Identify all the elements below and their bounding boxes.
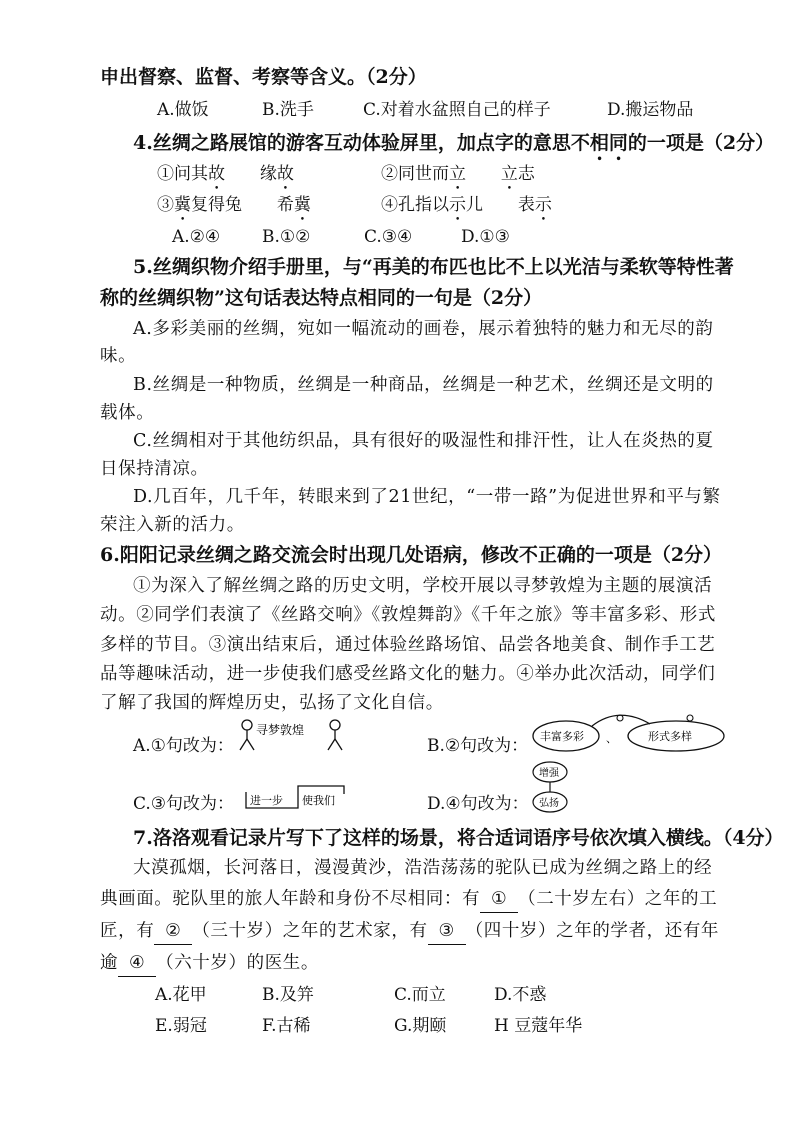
q4-stem-part: 4.丝绸之路展馆的游客互动体验屏里，加点字的意思不 <box>133 132 590 154</box>
q7-blank-2: ② <box>154 918 192 945</box>
q6-para-line4: 品等趣味活动，进一步使我们感受丝路文化的魅力。④举办此次活动，同学们 <box>100 664 716 684</box>
q6-option-b-mark-text1: 丰富多彩 <box>540 730 584 743</box>
q4-stem-dotted: 相 <box>589 132 609 154</box>
q7-text: （四十岁）之年的学者，还有年 <box>465 921 720 941</box>
q5-option-d-line1: D.几百年，几千年，转眼来到了21世纪，“一带一路”为促进世界和平与繁 <box>133 487 721 507</box>
q7-text: 逾 <box>100 953 119 973</box>
q6-option-d-edit-mark <box>530 760 590 816</box>
q5-option-c-line1: C.丝绸相对于其他纺织品，具有很好的吸湿性和排汗性，让人在炎热的夏 <box>133 431 714 451</box>
q4-item-3: ③冀复得兔 希冀 <box>157 195 311 215</box>
top-line: 申出督察、监督、考察等含义。（2分） <box>100 66 427 88</box>
q7-text: （六十岁）的医生。 <box>156 953 320 973</box>
q6-option-b: B.②句改为： <box>427 736 529 756</box>
q7-text: 典画面。驼队里的旅人年龄和身份不尽相同：有 <box>100 889 481 909</box>
q7-para-line4 <box>100 950 319 977</box>
q3-option-c: C.对着水盆照自己的样子 <box>363 100 551 120</box>
q6-option-d-mark-text2: 弘扬 <box>539 798 559 809</box>
q4-item-2: ②同世而立 立志 <box>381 164 535 184</box>
q7-option-f: F.古稀 <box>262 1016 311 1036</box>
q4-stem-dotted: 同 <box>608 132 628 154</box>
q6-option-b-edit-mark <box>530 712 730 756</box>
q6-option-d-mark-text1: 增强 <box>539 768 559 779</box>
q6-option-c-edit-mark <box>244 784 354 814</box>
q4-stem-part: 的一项是（2分） <box>627 132 775 154</box>
q6-option-b-mark-text-mid: 、 <box>606 732 617 745</box>
q4-stem <box>133 130 774 165</box>
q5-option-c-line2: 日保持清凉。 <box>100 459 209 479</box>
q7-option-b: B.及笄 <box>262 985 314 1005</box>
q7-para-line1: 大漠孤烟，长河落日，漫漫黄沙，浩浩荡荡的驼队已成为丝绸之路上的经 <box>133 858 713 878</box>
q6-option-a-mark-text: 寻梦敦煌 <box>256 723 305 737</box>
q4-option-b: B.①② <box>262 227 311 247</box>
q6-para-line5: 了解了我国的辉煌历史，弘扬了文化自信。 <box>100 693 444 713</box>
q6-option-a-edit-mark <box>238 717 348 755</box>
q5-option-b-line2: 载体。 <box>100 403 155 423</box>
q6-option-b-mark-text2: 形式多样 <box>648 730 692 743</box>
q7-option-c: C.而立 <box>394 985 446 1005</box>
q5-option-a-line2: 味。 <box>100 346 137 366</box>
q7-para-line3 <box>100 918 719 945</box>
q4-item-1: ①问其故 缘故 <box>157 164 294 184</box>
q7-text: （三十岁）之年的艺术家，有 <box>192 921 428 941</box>
q7-text: 匠，有 <box>100 921 155 941</box>
q6-para-line1: ①为深入了解丝绸之路的历史文明，学校开展以寻梦敦煌为主题的展演活 <box>133 576 713 596</box>
q5-option-a-line1: A.多彩美丽的丝绸，宛如一幅流动的画卷，展示着独特的魅力和无尽的韵 <box>133 319 714 339</box>
q6-option-c: C.③句改为： <box>133 794 235 814</box>
q7-text: （二十岁左右）之年的工 <box>518 889 718 909</box>
q7-option-h: H 豆蔻年华 <box>494 1016 583 1036</box>
q7-blank-1: ① <box>480 886 518 913</box>
q6-stem: 6.阳阳记录丝绸之路交流会时出现几处语病，修改不正确的一项是（2分） <box>100 544 723 566</box>
q7-para-line2 <box>100 886 717 913</box>
q4-option-d: D.①③ <box>461 227 510 247</box>
q7-option-g: G.期颐 <box>394 1016 447 1036</box>
q7-stem: 7.洛洛观看记录片写下了这样的场景，将合适词语序号依次填入横线。（4分） <box>133 827 784 849</box>
q6-option-c-mark-text1: 进一步 <box>250 794 283 807</box>
q7-blank-3: ③ <box>428 918 466 945</box>
q5-stem-line1: 5.丝绸织物介绍手册里，与“再美的布匹也比不上以光洁与柔软等特性著 <box>133 256 734 278</box>
q7-option-a: A.花甲 <box>155 985 207 1005</box>
q6-option-c-mark-text2: 使我们 <box>302 794 335 807</box>
q6-para-line3: 多样的节目。③演出结束后，通过体验丝路场馆、品尝各地美食、制作手工艺 <box>100 635 716 655</box>
q7-option-d: D.不惑 <box>494 985 547 1005</box>
q6-option-a: A.①句改为： <box>133 736 234 756</box>
q5-option-b-line1: B.丝绸是一种物质，丝绸是一种商品，丝绸是一种艺术，丝绸还是文明的 <box>133 375 714 395</box>
q4-option-c: C.③④ <box>364 227 413 247</box>
q7-option-e: E.弱冠 <box>155 1016 207 1036</box>
q7-blank-4: ④ <box>118 950 156 977</box>
q4-option-a: A.②④ <box>172 227 221 247</box>
q5-stem-line2: 称的丝绸织物”这句话表达特点相同的一句是（2分） <box>100 287 543 309</box>
q3-option-b: B.洗手 <box>262 100 314 120</box>
q4-item-4: ④孔指以示儿 表示 <box>381 195 552 215</box>
q5-option-d-line2: 荣注入新的活力。 <box>100 515 245 535</box>
q3-option-a: A.做饭 <box>157 100 209 120</box>
q6-para-line2: 动。②同学们表演了《丝路交响》《敦煌舞韵》《千年之旅》等丰富多彩、形式 <box>100 605 716 625</box>
q6-option-d: D.④句改为： <box>427 794 529 814</box>
q3-option-d: D.搬运物品 <box>607 100 694 120</box>
